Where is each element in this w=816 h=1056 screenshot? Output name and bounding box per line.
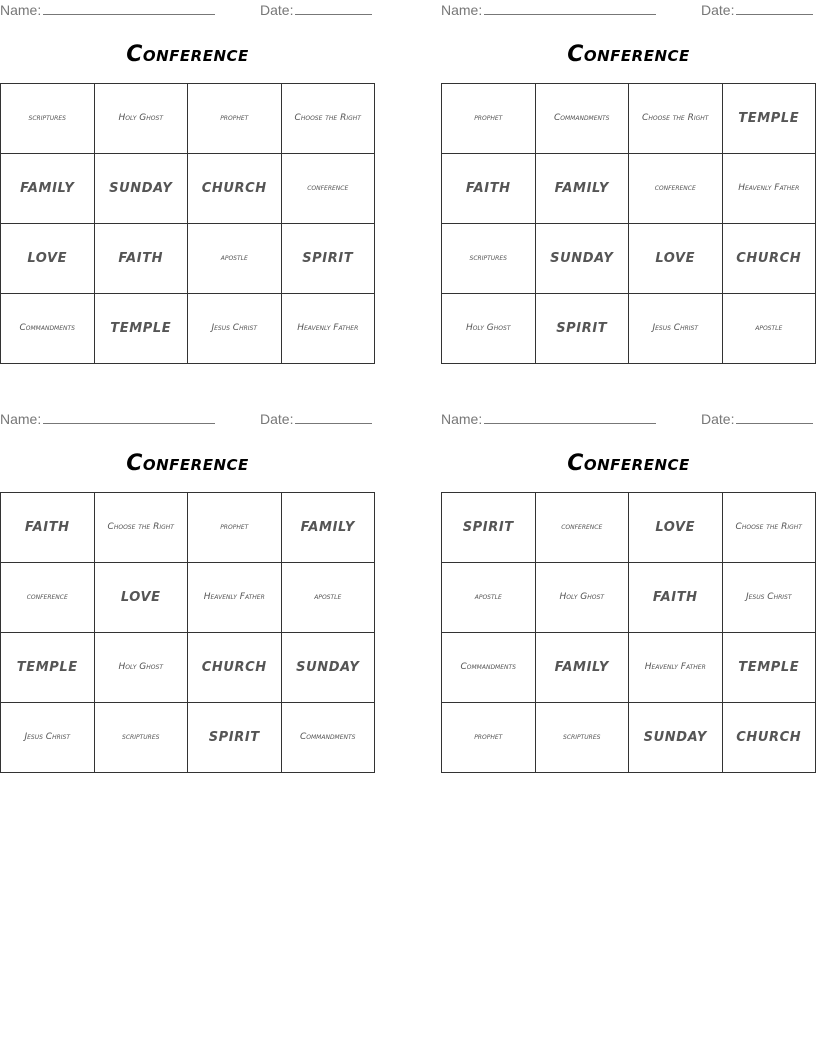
name-date-header xyxy=(0,2,375,20)
bingo-cell: Commandments xyxy=(282,703,376,773)
date-field xyxy=(701,411,813,427)
date-blank-line xyxy=(736,4,813,15)
bingo-cell: Heavenly Father xyxy=(723,154,816,224)
bingo-cell: SUNDAY xyxy=(282,633,376,703)
bingo-cell: apostle xyxy=(188,224,282,294)
bingo-cell: SPIRIT xyxy=(188,703,282,773)
bingo-cell: scriptures xyxy=(536,703,630,773)
date-label: Date: xyxy=(701,2,735,18)
bingo-cell: Holy Ghost xyxy=(95,84,189,154)
date-label: Date: xyxy=(701,411,735,427)
bingo-cell: Jesus Christ xyxy=(1,703,95,773)
bingo-cell: Choose the Right xyxy=(629,84,723,154)
bingo-cell: SUNDAY xyxy=(95,154,189,224)
name-field xyxy=(441,2,656,18)
bingo-cell: FAMILY xyxy=(1,154,95,224)
bingo-cell: apostle xyxy=(282,563,376,633)
date-blank-line xyxy=(295,4,372,15)
bingo-cell: conference xyxy=(1,563,95,633)
bingo-cell: FAITH xyxy=(95,224,189,294)
card-title: Conference xyxy=(567,42,690,67)
bingo-cell: conference xyxy=(536,493,630,563)
bingo-cell: TEMPLE xyxy=(723,84,816,154)
bingo-cell: Commandments xyxy=(442,633,536,703)
bingo-cell: CHURCH xyxy=(723,224,816,294)
name-blank-line xyxy=(484,413,656,424)
bingo-cell: FAITH xyxy=(442,154,536,224)
bingo-grid xyxy=(0,492,375,773)
bingo-cell: SPIRIT xyxy=(536,294,630,364)
bingo-cell: Choose the Right xyxy=(282,84,376,154)
date-field xyxy=(260,2,372,18)
card-title: Conference xyxy=(126,42,249,67)
name-blank-line xyxy=(484,4,656,15)
bingo-cell: FAMILY xyxy=(282,493,376,563)
bingo-cell: LOVE xyxy=(95,563,189,633)
bingo-cell: CHURCH xyxy=(188,633,282,703)
date-label: Date: xyxy=(260,2,294,18)
bingo-cell: FAMILY xyxy=(536,154,630,224)
bingo-cell: conference xyxy=(282,154,376,224)
bingo-cell: CHURCH xyxy=(723,703,816,773)
bingo-cell: LOVE xyxy=(629,493,723,563)
bingo-cell: Jesus Christ xyxy=(629,294,723,364)
date-blank-line xyxy=(736,413,813,424)
bingo-cell: SPIRIT xyxy=(442,493,536,563)
bingo-cell: Holy Ghost xyxy=(442,294,536,364)
name-label: Name: xyxy=(441,2,483,18)
bingo-cell: TEMPLE xyxy=(95,294,189,364)
bingo-cell: SPIRIT xyxy=(282,224,376,294)
bingo-cell: Commandments xyxy=(1,294,95,364)
bingo-cell: Choose the Right xyxy=(95,493,189,563)
name-field xyxy=(441,411,656,427)
bingo-cell: Heavenly Father xyxy=(188,563,282,633)
bingo-cell: FAITH xyxy=(629,563,723,633)
bingo-cell: apostle xyxy=(723,294,816,364)
bingo-cell: prophet xyxy=(188,84,282,154)
name-label: Name: xyxy=(0,2,42,18)
bingo-cell: prophet xyxy=(442,84,536,154)
name-field xyxy=(0,2,215,18)
bingo-cell: Holy Ghost xyxy=(536,563,630,633)
name-label: Name: xyxy=(0,411,42,427)
bingo-cell: apostle xyxy=(442,563,536,633)
bingo-cell: TEMPLE xyxy=(723,633,816,703)
bingo-cell: LOVE xyxy=(1,224,95,294)
bingo-cell: Holy Ghost xyxy=(95,633,189,703)
name-date-header xyxy=(441,411,816,429)
name-blank-line xyxy=(43,413,215,424)
name-date-header xyxy=(0,411,375,429)
bingo-cell: scriptures xyxy=(95,703,189,773)
bingo-cell: CHURCH xyxy=(188,154,282,224)
bingo-cell: Jesus Christ xyxy=(723,563,816,633)
bingo-cell: Commandments xyxy=(536,84,630,154)
bingo-cell: conference xyxy=(629,154,723,224)
name-date-header xyxy=(441,2,816,20)
date-field xyxy=(701,2,813,18)
name-label: Name: xyxy=(441,411,483,427)
bingo-cell: FAITH xyxy=(1,493,95,563)
bingo-cell: SUNDAY xyxy=(629,703,723,773)
card-title: Conference xyxy=(126,451,249,476)
bingo-cell: Heavenly Father xyxy=(629,633,723,703)
bingo-cell: prophet xyxy=(442,703,536,773)
date-blank-line xyxy=(295,413,372,424)
bingo-cell: TEMPLE xyxy=(1,633,95,703)
bingo-cell: scriptures xyxy=(442,224,536,294)
name-field xyxy=(0,411,215,427)
bingo-cell: LOVE xyxy=(629,224,723,294)
bingo-cell: prophet xyxy=(188,493,282,563)
bingo-cell: FAMILY xyxy=(536,633,630,703)
bingo-grid xyxy=(441,492,816,773)
card-title: Conference xyxy=(567,451,690,476)
bingo-cell: Heavenly Father xyxy=(282,294,376,364)
bingo-cell: scriptures xyxy=(1,84,95,154)
bingo-grid xyxy=(0,83,375,364)
name-blank-line xyxy=(43,4,215,15)
date-field xyxy=(260,411,372,427)
date-label: Date: xyxy=(260,411,294,427)
bingo-cell: Choose the Right xyxy=(723,493,816,563)
bingo-cell: SUNDAY xyxy=(536,224,630,294)
bingo-grid xyxy=(441,83,816,364)
bingo-cell: Jesus Christ xyxy=(188,294,282,364)
